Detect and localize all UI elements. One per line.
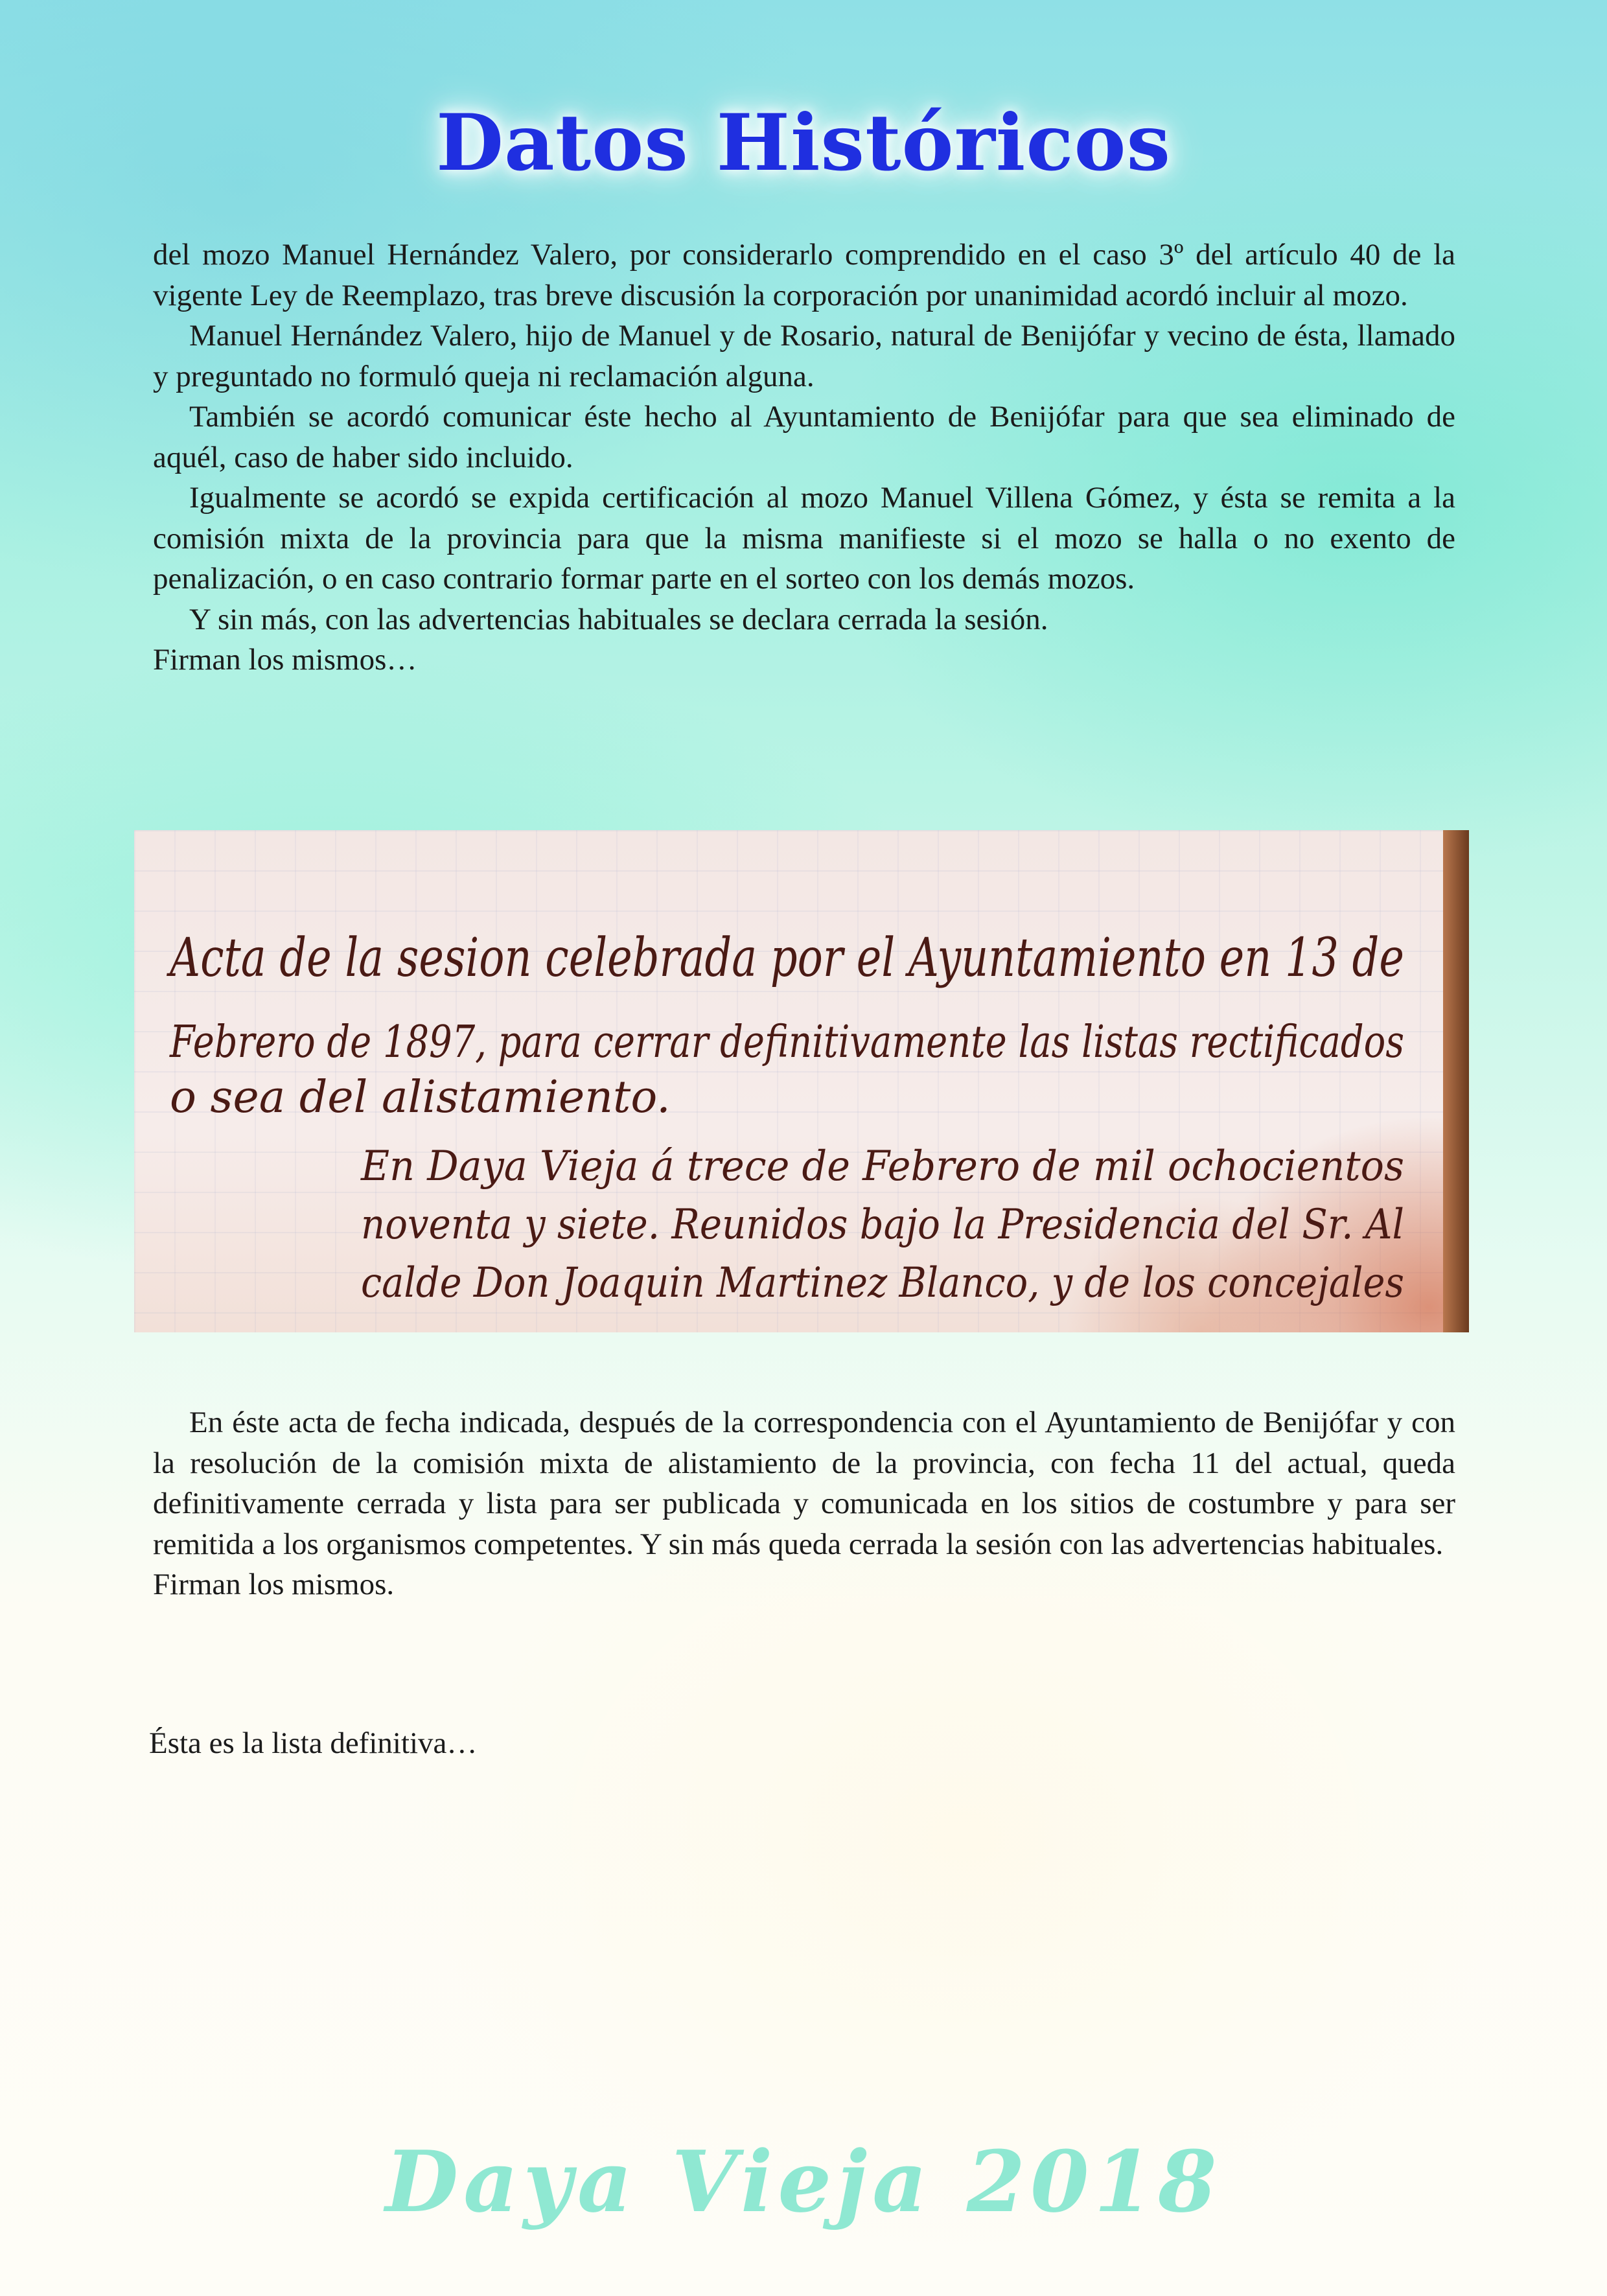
paragraph: Igualmente se acordó se expida certificación al mozo Manuel Villena Gómez, y ésta se remita a la comisión mixta de la provincia para que la misma manifieste si el mozo se halla o no exento de penalización, o en caso contrario formar parte en el sorteo con los demás mozos. (153, 481, 1455, 596)
paragraph: del mozo Manuel Hernández Valero, por considerarlo comprendido en el caso 3º del artículo 40 de la vigente Ley de Reemplazo, tras breve discusión la corporación por unanimidad acordó incluir al mozo. (153, 238, 1455, 312)
manuscript-line: En Daya Vieja á trece de Febrero de mil ochocientos (360, 1142, 1404, 1190)
manuscript-line: calde Don Joaquin Martinez Blanco, y de los concejales (361, 1259, 1404, 1307)
top-text-block (153, 235, 1455, 680)
manuscript-line: Febrero de 1897, para cerrar definitivamente las listas rectificados (168, 1017, 1405, 1068)
page-title: Datos Históricos (435, 97, 1172, 189)
manuscript-line: Acta de la sesion celebrada por el Ayuntamiento en 13 de (166, 927, 1405, 989)
paragraph: Y sin más, con las advertencias habituales se declara cerrada la sesión. (189, 602, 1048, 636)
paragraph: Firman los mismos. (153, 1568, 395, 1601)
footer-text: Daya Vieja 2018 (385, 2132, 1222, 2231)
manuscript-image (134, 830, 1469, 1332)
paragraph: Firman los mismos… (153, 643, 417, 677)
closing-line: Ésta es la lista definitiva… (149, 1726, 478, 1760)
book-spine (1443, 830, 1469, 1332)
manuscript-line: o sea del alistamiento. (170, 1072, 671, 1123)
bottom-text-block (153, 1402, 1455, 1605)
paragraph: Manuel Hernández Valero, hijo de Manuel y de Rosario, natural de Benijófar y vecino de ésta, llamado y preguntado no formuló queja ni reclamación alguna. (153, 319, 1455, 393)
manuscript-line: noventa y siete. Reunidos bajo la Presidencia del Sr. Al (361, 1201, 1404, 1249)
manuscript-handwriting (134, 830, 1469, 1332)
paragraph: En éste acta de fecha indicada, después de la correspondencia con el Ayuntamiento de Benijófar y con la resolución de la comisión mixta de alistamiento de la provincia, con fecha 11 del actual, queda definitivamente cerrada y lista para ser publicada y comunicada en los sitios de costumbre y para ser remitida a los organismos competentes. Y sin más queda cerrada la sesión con las advertencias habituales. (153, 1406, 1455, 1561)
paragraph: También se acordó comunicar éste hecho al Ayuntamiento de Benijófar para que sea eliminado de aquél, caso de haber sido incluido. (153, 400, 1455, 474)
